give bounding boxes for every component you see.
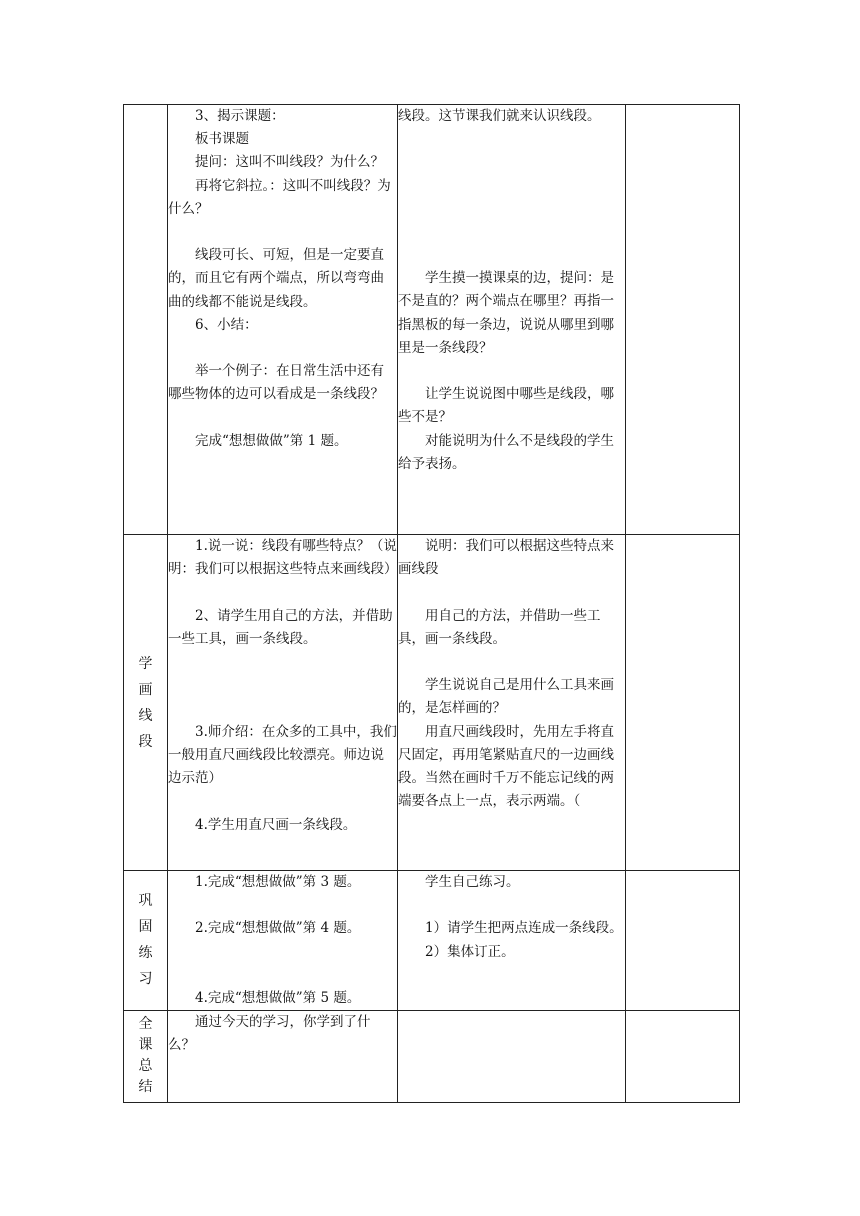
stage-char: 总 xyxy=(138,1058,153,1075)
student-activity-cell xyxy=(398,105,626,535)
teacher-activity-cell xyxy=(168,1010,398,1102)
stage-char: 课 xyxy=(138,1037,153,1054)
table-row xyxy=(124,105,740,535)
student-activity-cell xyxy=(398,1010,626,1102)
stage-cell xyxy=(124,105,168,535)
text-line: 学生自己练习。 xyxy=(425,874,520,890)
stage-char: 巩 xyxy=(138,893,153,910)
spacer xyxy=(398,360,625,383)
stage-char: 画 xyxy=(138,681,153,698)
teacher-activity-cell xyxy=(168,871,398,1011)
text-line: 1.说一说：线段有哪些特点？（说明：我们可以根据这些特点来画线段） xyxy=(168,538,398,578)
spacer xyxy=(168,894,397,917)
text-line: 4.学生用直尺画一条线段。 xyxy=(195,816,357,833)
notes-cell xyxy=(626,535,740,871)
stage-cell xyxy=(124,535,168,871)
notes-cell xyxy=(626,1010,740,1102)
table-row xyxy=(124,871,740,1011)
lesson-plan-table xyxy=(123,104,740,1103)
spacer xyxy=(168,791,397,814)
text-line: 说明：我们可以根据这些特点来画线段 xyxy=(398,538,614,578)
text-line: 1）请学生把两点连成一条线段。 xyxy=(425,920,623,937)
text-line: 6、小结： xyxy=(195,316,258,333)
text-line: 线段可长、可短，但是一定要直的，而且它有两个端点，所以弯弯曲曲的线都不能说是线段。 xyxy=(168,247,384,310)
text-line: 用直尺画线段时，先用左手将直尺固定，再用笔紧贴直尺的一边画线段。当然在画时千万不能忘记线的两端要各点上一点，表示两端。（ xyxy=(398,723,614,810)
text-line: 2.完成“想想做做”第 4 题。 xyxy=(195,920,361,937)
text-line: 学生摸一摸课桌的边，提问：是不是直的？两个端点在哪里？再指一指黑板的每一条边，说说从哪里到哪里是一条线段？ xyxy=(398,270,614,356)
student-activity-cell xyxy=(398,871,626,1011)
spacer xyxy=(168,581,397,604)
text-line: 让学生说说图中哪些是线段，哪些不是？ xyxy=(398,386,614,426)
stage-cell xyxy=(124,871,168,1011)
text-line: 2）集体订正。 xyxy=(425,943,515,960)
text-line: 学生说说自己是用什么工具来画的，是怎样画的？ xyxy=(398,677,614,717)
teacher-activity-cell xyxy=(168,535,398,871)
text-line: 3.师介绍：在众多的工具中，我们一般用直尺画线段比较漂亮。师边说边示范） xyxy=(168,724,397,787)
spacer xyxy=(168,651,397,721)
text-line: 用自己的方法，并借助一些工具，画一条线段。 xyxy=(398,607,601,647)
text-line: 通过今天的学习，你学到了什么？ xyxy=(168,1013,371,1053)
spacer xyxy=(168,407,397,430)
text-line: 再将它斜拉。：这叫不叫线段？为什么？ xyxy=(168,177,391,217)
spacer xyxy=(398,651,625,674)
spacer xyxy=(398,581,625,604)
stage-char: 结 xyxy=(138,1079,153,1096)
notes-cell xyxy=(626,105,740,535)
text-line: 完成“想想做做”第 1 题。 xyxy=(195,432,348,449)
stage-char: 学 xyxy=(138,655,153,672)
stage-char: 段 xyxy=(138,733,153,750)
text-line: 提问：这叫不叫线段？为什么？ xyxy=(195,154,384,171)
text-line: 1.完成“想想做做”第 3 题。 xyxy=(195,874,361,890)
stage-char: 固 xyxy=(138,919,153,936)
stage-char: 线 xyxy=(138,707,153,724)
text-line: 板书课题 xyxy=(195,131,249,148)
spacer xyxy=(168,941,397,987)
stage-char: 习 xyxy=(138,971,153,988)
text-line: 4.完成“想想做做”第 5 题。 xyxy=(195,989,361,1006)
stage-char: 全 xyxy=(138,1016,153,1033)
notes-cell xyxy=(626,871,740,1011)
spacer xyxy=(398,894,625,917)
teacher-activity-cell xyxy=(168,105,398,535)
stage-char: 练 xyxy=(138,945,153,962)
stage-cell xyxy=(124,1010,168,1102)
text-line: 对能说明为什么不是线段的学生给予表扬。 xyxy=(398,432,614,472)
table-row xyxy=(124,1010,740,1102)
text-line: 举一个例子：在日常生活中还有哪些物体的边可以看成是一条线段？ xyxy=(168,363,384,403)
table-row xyxy=(124,535,740,871)
spacer xyxy=(398,128,625,267)
text-line: 线段。这节课我们就来认识线段。 xyxy=(398,108,601,124)
student-activity-cell xyxy=(398,535,626,871)
spacer xyxy=(168,221,397,244)
text-line: 3、揭示课题： xyxy=(195,108,285,124)
spacer xyxy=(168,337,397,360)
text-line: 2、请学生用自己的方法，并借助一些工具，画一条线段。 xyxy=(168,607,393,647)
